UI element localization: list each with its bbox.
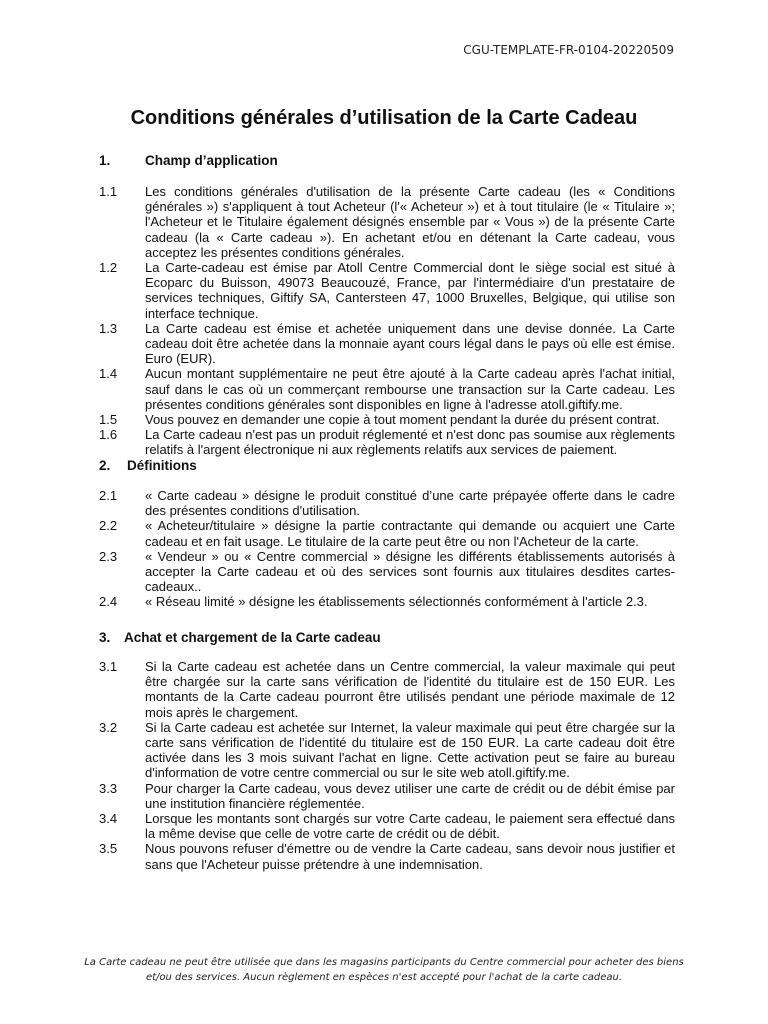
list-item: 3.3 Pour charger la Carte cadeau, vous devez utiliser une carte de crédit ou de débit émise par une institution financière réglementée. [99,780,675,811]
section-number: 3. [99,630,111,645]
list-item: 3.4 Lorsque les montants sont chargés sur votre Carte cadeau, le paiement sera effectué dans la même devise que celle de votre carte de crédit ou de débit. [99,811,675,842]
list-item: 1.5 Vous pouvez en demander une copie à tout moment pendant la durée du présent contrat. [99,412,660,428]
list-item: 2.4 « Réseau limité » désigne les établissements sélectionnés conformément à l'article 2.3. [99,594,648,610]
section-number: 1. [99,153,111,168]
footer-note [0,955,768,985]
list-item: 1.2 La Carte-cadeau est émise par Atoll Centre Commercial dont le siège social est situé à Ecoparc du Buisson, 49073 Beaucouzé, France, par l'intermédiaire d'un prestataire de services techniques, Giftify SA, Cantersteen 47, 1000 Bruxelles, Belgique, qui utilise son interface technique. [99,260,675,321]
list-item: 1.6 La Carte cadeau n'est pas un produit réglementé et n'est donc pas soumise aux règlements relatifs à l'argent électronique ni aux règlements relatifs aux services de paiement. [99,427,675,458]
list-item: 3.5 Nous pouvons refuser d'émettre ou de vendre la Carte cadeau, sans devoir nous justifier et sans que l'Acheteur puisse prétendre à une indemnisation. [99,841,675,872]
section-2-list [99,488,675,610]
list-item: 3.2 Si la Carte cadeau est achetée sur Internet, la valeur maximale qui peut être chargée sur la carte sans vérification de l'identité du titulaire est de 150 EUR. La carte cadeau doit être activée dans les 3 mois suivant l'achat en ligne. Cette activation peut se faire au bureau d'information de votre centre commercial ou sur le site web atoll.giftify.me. [99,719,675,781]
section-title: Champ d’application [145,153,278,168]
list-item: 2.2 « Acheteur/titulaire » désigne la partie contractante qui demande ou acquiert une Carte cadeau et en fait usage. Le titulaire de la carte peut être ou non l'Acheteur de la carte. [99,518,675,549]
footer-line-1: La Carte cadeau ne peut être utilisée que dans les magasins participants du Centre commercial pour acheter des biens [84,957,684,968]
list-item: 1.4 Aucun montant supplémentaire ne peut être ajouté à la Carte cadeau après l'achat initial, sauf dans le cas où un commerçant rembourse une transaction sur la Carte cadeau. Les présentes conditions générales sont disponibles en ligne à l'adresse atoll.giftify.me. [99,366,675,412]
section-1-heading [99,153,278,168]
section-number: 2. [99,458,111,473]
document-title: Conditions générales d’utilisation de la Carte Cadeau [130,107,638,129]
section-3-list [99,659,675,872]
document-reference: CGU-TEMPLATE-FR-0104-20220509 [463,43,674,57]
section-1-list [99,184,675,458]
section-3-heading [99,630,381,645]
list-item: 1.3 La Carte cadeau est émise et achetée uniquement dans une devise donnée. La Carte cadeau doit être achetée dans la monnaie ayant cours légal dans le pays où elle est émise. Euro (EUR). [99,320,675,367]
footer-line-2: et/ou des services. Aucun règlement en espèces n'est accepté pour l'achat de la carte cadeau. [145,972,623,983]
list-item: 2.3 « Vendeur » ou « Centre commercial » désigne les différents établissements autorisés à accepter la Carte cadeau et où des services sont fournis aux titulaires desdites cartes-cadeaux.. [99,548,675,595]
list-item: 3.1 Si la Carte cadeau est achetée dans un Centre commercial, la valeur maximale qui peut être chargée sur la carte sans vérification de l'identité du titulaire est de 150 EUR. Les montants de la Carte cadeau pourront être utilisés pendant une période maximale de 12 mois après le chargement. [99,659,675,720]
section-2-heading [99,458,197,473]
section-title: Achat et chargement de la Carte cadeau [124,630,381,645]
list-item: 1.1 Les conditions générales d'utilisation de la présente Carte cadeau (les « Conditions générales ») s'appliquent à tout Acheteur (l'« Acheteur ») et à tout titulaire (le « Titulaire »; l'Acheteur et le Titulaire également désignés ensemble par « Vous ») de la présente Carte cadeau (la « Carte cadeau »). En achetant et/ou en détenant la Carte cadeau, vous acceptez les présentes conditions générales. [99,184,675,260]
list-item: 2.1 « Carte cadeau » désigne le produit constitué d’une carte prépayée offerte dans le cadre des présentes conditions d'utilisation. [99,488,675,519]
section-title: Définitions [127,458,197,473]
